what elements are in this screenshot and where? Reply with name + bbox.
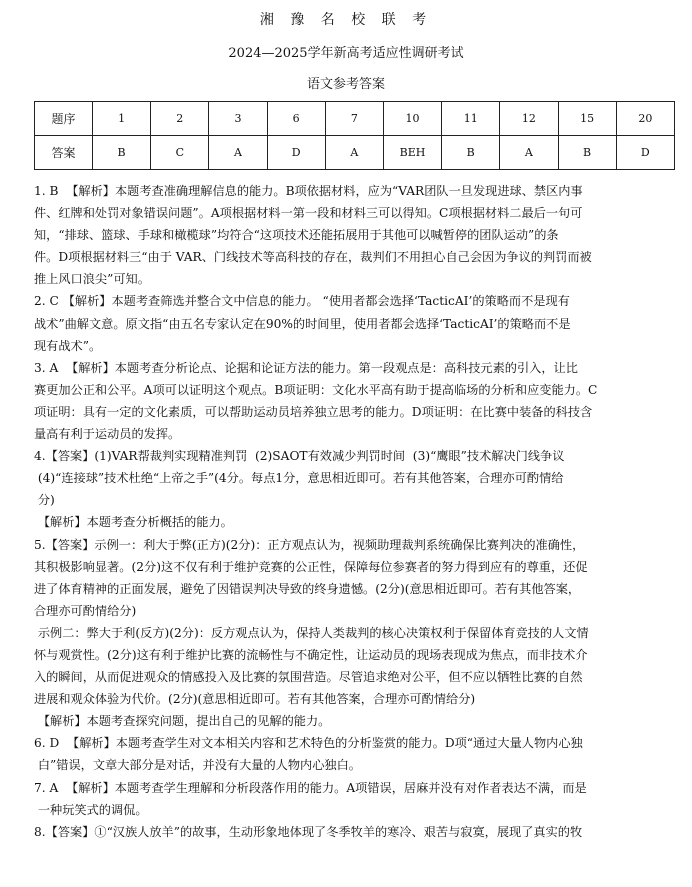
answer-line: 【解析】本题考查探究问题，提出自己的见解的能力。 <box>34 714 331 729</box>
answer-line: 【解析】本题考查分析概括的能力。 <box>34 515 233 530</box>
answer-cell: B <box>93 136 151 170</box>
answer-line: 量高有利于运动员的发挥。 <box>34 427 181 442</box>
answer-item-3 <box>34 357 676 445</box>
answer-cell: C <box>151 136 209 170</box>
question-number: 20 <box>616 102 674 136</box>
answer-line: 4.【答案】(1)VAR帮裁判实现精准判罚 (2)SAOT有效减少判罚时间 (3)“鹰眼”技术解决门线争议 <box>34 449 565 464</box>
question-number: 3 <box>209 102 267 136</box>
exam-title: 2024—2025学年新高考适应性调研考试 <box>228 46 464 61</box>
answer-line: 件、红牌和处罚对象错误问题”。A项根据材料一第一段和材料三可以得知。C项根据材料二最后一句可 <box>34 206 583 221</box>
answer-cell: B <box>442 136 500 170</box>
question-number: 15 <box>558 102 616 136</box>
question-number: 12 <box>500 102 558 136</box>
answer-line: 进展和观众体验为代价。(2分)(意思相近即可。若有其他答案，合理亦可酌情给分) <box>34 692 476 707</box>
answer-item-8 <box>34 821 676 843</box>
row-label-question: 题序 <box>35 102 93 136</box>
answer-line: 一种玩笑式的调侃。 <box>34 802 148 817</box>
question-number: 6 <box>267 102 325 136</box>
answer-line: 项证明：具有一定的文化素质，可以帮助运动员培养独立思考的能力。D项证明：在比赛中装备的科技含 <box>34 404 593 419</box>
answer-explanations <box>34 180 676 843</box>
answer-item-1 <box>34 180 676 290</box>
answer-line: 合理亦可酌情给分) <box>34 603 137 618</box>
answer-item-7 <box>34 777 676 821</box>
answer-cell: BEH <box>383 136 441 170</box>
answer-cell: A <box>325 136 383 170</box>
org-title: 湘 豫 名 校 联 考 <box>259 12 433 28</box>
answer-line: 2. C 【解析】本题考查筛选并整合文中信息的能力。 “使用者都会选择‘TacticAI’的策略而不是现有 <box>34 294 570 309</box>
answer-line: 1. B 【解析】本题考查准确理解信息的能力。B项依据材料，应为“VAR团队一旦发现进球、禁区内事 <box>34 184 583 198</box>
question-number-row <box>35 102 675 136</box>
answer-item-6 <box>34 732 676 776</box>
question-number: 10 <box>383 102 441 136</box>
answer-cell: A <box>500 136 558 170</box>
answer-table <box>34 101 675 170</box>
answer-line: 3. A 【解析】本题考查分析论点、论据和论证方法的能力。第一段观点是：高科技元素的引入，让比 <box>34 360 578 375</box>
answer-line: 件。D项根据材料三“由于 VAR、门线技术等高科技的存在，裁判们不用担心自己会因为争议的判罚而被 <box>34 250 592 265</box>
answer-row <box>35 136 675 170</box>
answer-line: 入的瞬间，从而促进观众的情感投入及比赛的氛围营造。尽管追求绝对公平，但不应以牺牲比赛的自然 <box>34 670 583 685</box>
answer-line: 战术”曲解文意。原文指“由五名专家认定在90%的时间里，使用者都会选择‘TacticAI’的策略而不是 <box>34 316 571 331</box>
answer-cell: D <box>267 136 325 170</box>
answer-line: 5.【答案】示例一：利大于弊(正方)(2分)：正方观点认为，视频助理裁判系统确保比赛判决的准确性， <box>34 537 585 552</box>
answer-line: 分) <box>34 493 55 508</box>
question-number: 1 <box>93 102 151 136</box>
question-number: 7 <box>325 102 383 136</box>
answer-item-5 <box>34 534 676 733</box>
answer-line: 示例二：弊大于利(反方)(2分)：反方观点认为，保持人类裁判的核心决策权利于保留体育竞技的人文情 <box>34 625 589 640</box>
answer-cell: D <box>616 136 674 170</box>
question-number: 2 <box>151 102 209 136</box>
answer-line: 怀与观赏性。(2分)这有利于维护比赛的流畅性与不确定性，让运动员的现场表现成为焦点，而非技术介 <box>34 647 588 662</box>
answer-line: 白”错误，文章大部分是对话，并没有大量的人物内心独白。 <box>34 758 361 773</box>
doc-title: 语文参考答案 <box>306 77 385 92</box>
answer-line: 8.【答案】①“汉族人放羊”的故事，生动形象地体现了冬季牧羊的寒冷、艰苦与寂寞，展现了真实的牧 <box>34 824 583 839</box>
row-label-answer: 答案 <box>35 136 93 170</box>
answer-cell: B <box>558 136 616 170</box>
question-number: 11 <box>442 102 500 136</box>
answer-line: 其积极影响显著。(2分)这不仅有利于维护竞赛的公正性，保障每位参赛者的努力得到应有的尊重，还促 <box>34 559 588 574</box>
answer-line: 进了体育精神的正面发展，避免了因错误判决导致的终身遗憾。(2分)(意思相近即可。若有其他答案， <box>34 581 581 596</box>
answer-line: 赛更加公正和公平。A项可以证明这个观点。B项证明：文化水平高有助于提高临场的分析和应变能力。C <box>34 382 598 397</box>
answer-line: 7. A 【解析】本题考查学生理解和分析段落作用的能力。A项错误，居麻并没有对作者表达不满，而是 <box>34 780 587 795</box>
answer-line: 6. D 【解析】本题考查学生对文本相关内容和艺术特色的分析鉴赏的能力。D项“通过大量人物内心独 <box>34 736 583 751</box>
answer-item-4 <box>34 445 676 533</box>
answer-line: 推上风口浪尖”可知。 <box>34 272 150 287</box>
answer-cell: A <box>209 136 267 170</box>
answer-line: 知，“排球、篮球、手球和橄榄球”均符合“这项技术还能拓展用于其他可以喊暂停的团队运动”的条 <box>34 228 559 243</box>
answer-line: (4)“连接球”技术杜绝“上帝之手”(4分。每点1分，意思相近即可。若有其他答案，合理亦可酌情给 <box>34 471 564 486</box>
answer-line: 现有战术”。 <box>34 338 102 353</box>
answer-item-2 <box>34 290 676 356</box>
